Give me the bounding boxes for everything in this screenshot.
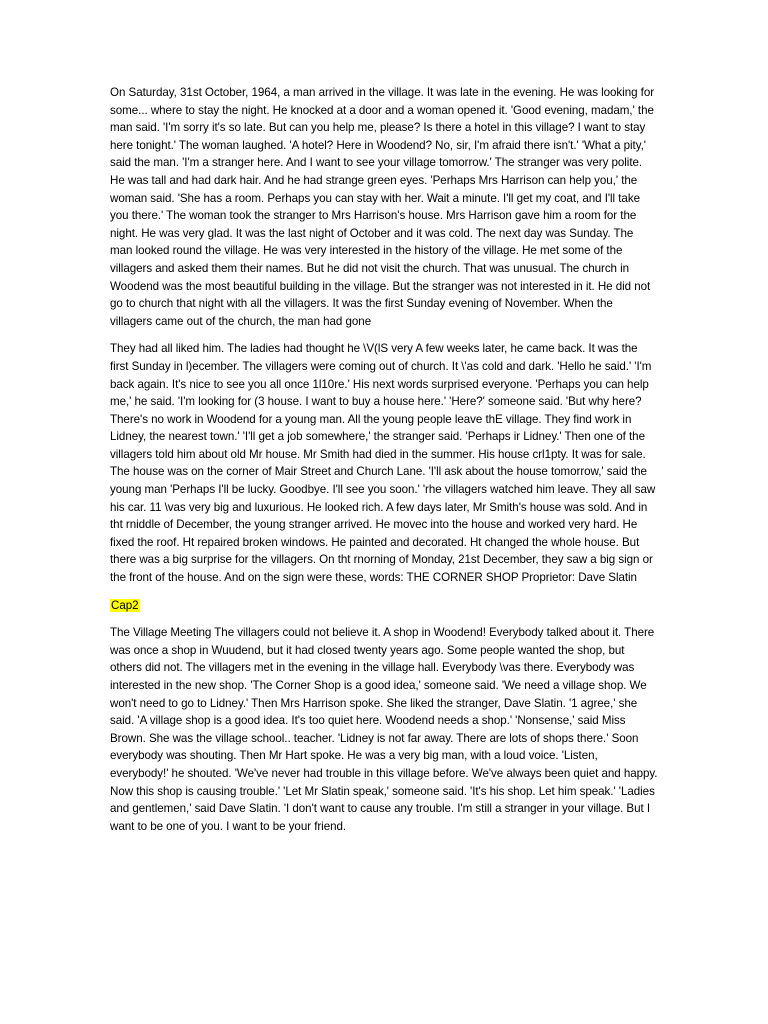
document-page [110, 84, 658, 845]
paragraph-arrival: On Saturday, 31st October, 1964, a man arrived in the village. It was late in the evening. He was looking for some... where to stay the night. He knocked at a door and a woman opened it. 'Good evening, madam,' the man said. 'I'm sorry it's so late. But can you help me, please? Is there a hotel in this village? I want to stay here tonight.' The woman laughed. 'A hotel? Here in Woodend? No, sir, I'm afraid there isn't.' 'What a pity,' said the man. 'I'm a stranger here. And I want to see your village tomorrow.' The stranger was very polite. He was tall and had dark hair. And he had strange green eyes. 'Perhaps Mrs Harrison can help you,' the woman said. 'She has a room. Perhaps you can stay with her. Wait a minute. I'll get my coat, and I'll take you there.' The woman took the stranger to Mrs Harrison's house. Mrs Harrison gave him a room for the night. He was very glad. It was the last night of October and it was cold. The next day was Sunday. The man looked round the village. He was very interested in the history of the village. He met some of the villagers and asked them their names. But he did not visit the church. That was unusual. The church in Woodend was the most beautiful building in the village. But the stranger was not interested in it. He did not go to church that night with all the villagers. It was the first Sunday evening of November. When the villagers came out of the church, the man had gone [110, 86, 655, 328]
paragraph-village-meeting: The Village Meeting The villagers could not believe it. A shop in Woodend! Everybody talked about it. There was once a shop in Wuudend, but it had closed twenty years ago. Some people wanted the shop, but others did not. The villagers met in the evening in the village hall. Everybody \vas there. Everybody was interested in the new shop. 'The Corner Shop is a good idea,' someone said. 'We need a village shop. We won't need to go to Lidney.' Then Mrs Harrison spoke. She liked the stranger, Dave Slatin. '1 agree,' she said. 'A village shop is a good idea. It's too quiet here. Woodend needs a shop.' 'Nonsense,' said Miss Brown. She was the village school.. teacher. 'Lidney is not far away. There are lots of shops there.' Soon everybody was shouting. Then Mr Hart spoke. He was a very big man, with a loud voice. 'Listen, everybody!' he shouted. 'We've never had trouble in this village before. We've always been quiet and happy. Now this shop is causing trouble.' 'Let Mr Slatin speak,' someone said. 'It's his shop. Let him speak.' 'Ladies and gentlemen,' said Dave Slatin. 'I don't want to cause any trouble. I'm still a stranger in your village. But I want to be one of you. I want to be your friend. [110, 626, 658, 833]
paragraph-return: They had all liked him. The ladies had thought he \V(lS very A few weeks later, he came back. It was the first Sunday in l)ecember. The villagers were coming out of church. It \'as cold and dark. 'Hello he said.' 'I'm back again. It's nice to see you all once 1l10re.' His next words surprised everyone. 'Perhaps you can help me,' he said. 'I'm looking for (3 house. I want to buy a house here.' 'Here?' someone said. 'But why here? There's no work in Woodend for a young man. All the young people leave thE village. They find work in Lidney, the nearest town.' 'I'll get a job somewhere,' the stranger said. 'Perhaps ir Lidney.' Then one of the villagers told him about old Mr house. Mr Smith had died in the summer. His house crl1pty. It was for sale. The house was on the corner of Mair Street and Church Lane. 'I'll ask about the house tomorrow,' said the young man 'Perhaps I'll be lucky. Goodbye. I'll see you soon.' 'rhe villagers watched him leave. They all saw his car. 11 \vas very big and luxurious. He looked rich. A few days later, Mr Smith's house was sold. And in tht rniddle of December, the young stranger arrived. He movec into the house and worked very hard. He fixed the roof. Ht repaired broken windows. He painted and decorated. Ht changed the whole house. But there was a big surprise for the villagers. On tht rnorning of Monday, 21st December, they saw a big sign or the front of the house. And on the sign were these, words: THE CORNER SHOP Proprietor: Dave Slatin [110, 342, 656, 585]
chapter-heading: Cap2 [111, 598, 139, 612]
chapter-heading-wrap [110, 597, 658, 615]
